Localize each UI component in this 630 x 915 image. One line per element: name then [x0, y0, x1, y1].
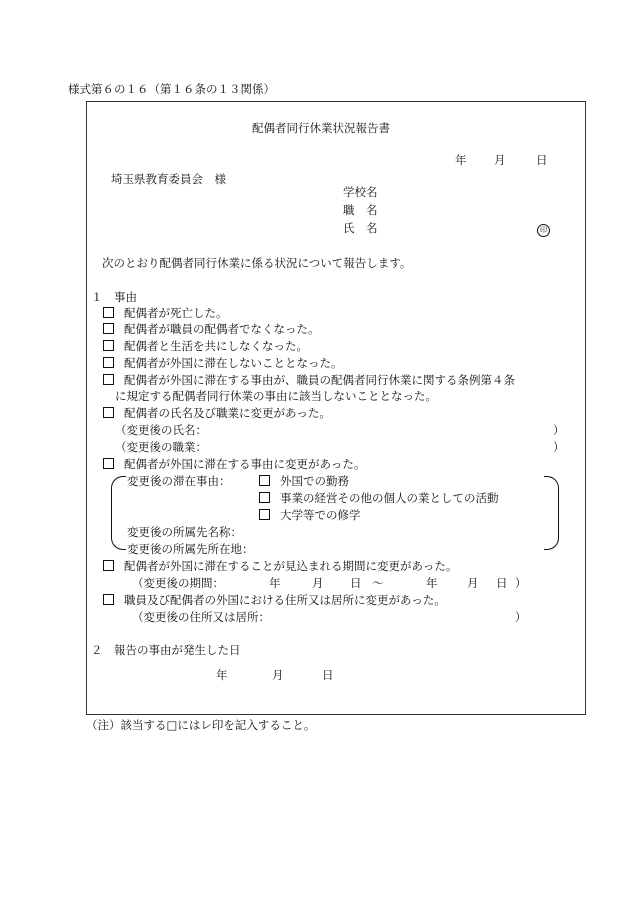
seal-mark	[537, 221, 550, 237]
form-title: 配偶者同行休業状況報告書	[252, 121, 390, 135]
date-day: 日	[536, 153, 548, 167]
period-close: ）	[515, 576, 527, 590]
right-brace	[544, 476, 559, 550]
checkbox[interactable]	[103, 357, 114, 368]
period-end-month: 月	[467, 576, 479, 590]
checkbox[interactable]	[103, 323, 114, 334]
date-year: 年	[455, 153, 467, 167]
left-brace	[111, 476, 126, 550]
checkbox[interactable]	[103, 340, 114, 351]
reason-item: 配偶者の氏名及び職業に変更があった。	[103, 406, 331, 420]
stay-reason-label: 変更後の滞在事由：	[127, 474, 231, 488]
org-name-label: 変更後の所属先名称：	[127, 525, 242, 539]
section1-heading: １ 事由	[91, 290, 137, 304]
form-number: 様式第６の１６（第１６条の１３関係）	[68, 82, 275, 96]
reason-item-continued: に規定する配偶者同行休業の事由に該当しないこととなった。	[115, 389, 437, 403]
checkbox[interactable]	[103, 407, 114, 418]
stay-reason-option: 事業の経営その他の個人の業としての活動	[259, 491, 499, 505]
occurrence-year: 年	[216, 668, 228, 682]
checkbox[interactable]	[259, 475, 270, 486]
reason-item: 職員及び配偶者の外国における住所又は居所に変更があった。	[103, 593, 446, 607]
checkbox[interactable]	[259, 492, 270, 503]
reason-item: 配偶者が死亡した。	[103, 306, 228, 320]
period-end-year: 年	[426, 576, 438, 590]
stay-reason-option: 大学等での修学	[259, 508, 361, 522]
name-label: 氏 名	[343, 221, 378, 235]
checkbox[interactable]	[103, 374, 114, 385]
intro-text: 次のとおり配偶者同行休業に係る状況について報告します。	[102, 256, 412, 270]
checkbox[interactable]	[259, 509, 270, 520]
period-start-day: 日	[350, 576, 362, 590]
reason-item: 配偶者が職員の配偶者でなくなった。	[103, 322, 320, 336]
reason-item: 配偶者が外国に滞在しないこととなった。	[103, 356, 343, 370]
period-end-day: 日	[496, 576, 508, 590]
close-paren: ）	[553, 423, 565, 437]
reason-item: 配偶者が外国に滞在する事由が、職員の配偶者同行休業に関する条例第４条	[103, 373, 515, 387]
occurrence-month: 月	[272, 668, 284, 682]
checkbox[interactable]	[103, 594, 114, 605]
reason-item: 配偶者が外国に滞在することが見込まれる期間に変更があった。	[103, 559, 457, 573]
close-paren: ）	[515, 610, 527, 624]
reason-item: 配偶者と生活を共にしなくなった。	[103, 339, 308, 353]
close-paren: ）	[553, 440, 565, 454]
org-address-label: 変更後の所属先所在地：	[127, 542, 254, 556]
school-label: 学校名	[343, 185, 378, 199]
changed-job-label: （変更後の職業：	[115, 440, 207, 454]
changed-name-label: （変更後の氏名：	[115, 423, 207, 437]
addressee: 埼玉県教育委員会 様	[111, 172, 226, 186]
period-label: （変更後の期間：	[132, 576, 224, 590]
reason-item: 配偶者が外国に滞在する事由に変更があった。	[103, 457, 365, 471]
date-month: 月	[494, 153, 506, 167]
footnote: （注）該当する□にはレ印を記入すること。	[86, 718, 316, 732]
section2-heading: ２ 報告の事由が発生した日	[91, 643, 241, 657]
position-label: 職 名	[343, 203, 378, 217]
occurrence-day: 日	[322, 668, 334, 682]
new-address-label: （変更後の住所又は居所：	[132, 610, 270, 624]
checkbox[interactable]	[103, 560, 114, 571]
checkbox[interactable]	[103, 307, 114, 318]
period-start-month: 月	[312, 576, 324, 590]
stay-reason-option: 外国での勤務	[259, 474, 349, 488]
period-tilde: ～	[372, 576, 384, 590]
period-start-year: 年	[269, 576, 281, 590]
checkbox[interactable]	[103, 458, 114, 469]
seal-icon: 印	[537, 224, 550, 237]
